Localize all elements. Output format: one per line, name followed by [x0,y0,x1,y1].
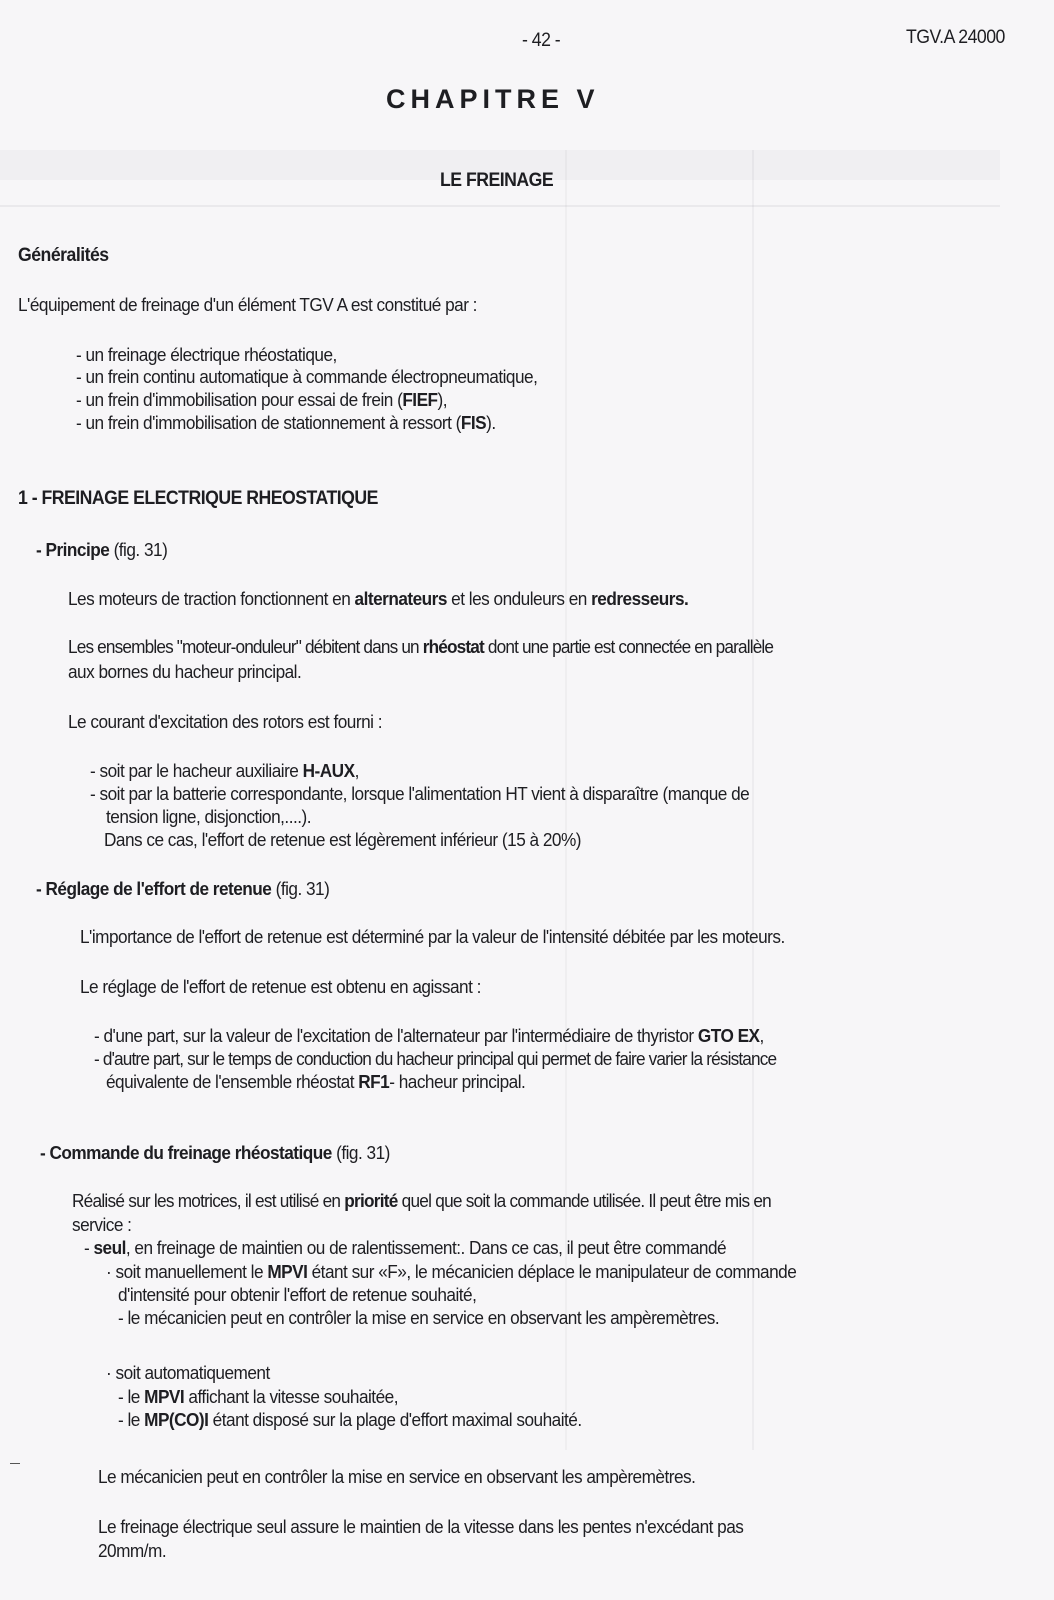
text: - [36,878,46,899]
heading-part1: 1 - FREINAGE ELECTRIQUE RHEOSTATIQUE [18,488,378,509]
list-item: - le mécanicien peut en contrôler la mise en service en observant les ampèremètres. [118,1307,720,1328]
bold-term: MPVI [144,1386,185,1407]
text: , [759,1025,764,1046]
text: équivalente de l'ensemble rhéostat [106,1071,359,1092]
list-item [90,760,359,782]
list-item [118,1409,582,1431]
chapter-title: CHAPITRE V [386,84,600,114]
text: et les onduleurs en [446,588,592,609]
page-number: - 42 - [522,30,561,51]
text: , en freinage de maintien ou de ralentissement:. Dans ce cas, il peut être commandé [125,1237,727,1258]
bold-term: redresseurs. [591,588,689,609]
subheading-principe [36,539,167,561]
text: - un frein d'immobilisation pour essai de frein ( [76,389,403,410]
text: · soit manuellement le [106,1261,268,1282]
bold-term: priorité [344,1190,398,1211]
bold-term: H-AUX [302,760,355,781]
list-item-continuation: d'intensité pour obtenir l'effort de retenue souhaité, [118,1284,477,1305]
text: Les ensembles "moteur-onduleur" débitent dans un [68,636,423,657]
text: dont une partie est connectée en parallèle [483,636,774,657]
document-id: TGV.A 24000 [906,27,1005,48]
list-item: · soit automatiquement [106,1362,270,1383]
text: Les moteurs de traction fonctionnent en [68,588,355,609]
text: - un frein d'immobilisation de stationnement à ressort ( [76,412,461,433]
bold-term: alternateurs [354,588,447,609]
paragraph: Le mécanicien peut en contrôler la mise en service en observant les ampèremètres. [98,1466,696,1487]
list-item [76,366,537,388]
text: étant sur «F», le mécanicien déplace le manipulateur de commande [307,1261,797,1282]
list-item-continuation: tension ligne, disjonction,....). [106,806,312,827]
text: - d'une part, sur la valeur de l'excitation de l'alternateur par l'intermédiaire de thyristor [94,1025,698,1046]
text: ). [486,412,496,433]
list-item: - d'autre part, sur le temps de conduction du hacheur principal qui permet de faire varier la résistance [94,1048,777,1069]
section-title: LE FREINAGE [440,170,554,191]
subheading-commande [40,1142,390,1164]
paragraph-continuation: 20mm/m. [98,1540,167,1561]
text: - [84,1237,94,1258]
text: étant disposé sur la plage d'effort maximal souhaité. [208,1409,582,1430]
paragraph [68,636,773,658]
text: - soit par le hacheur auxiliaire [90,760,303,781]
text: Réalisé sur les motrices, il est utilisé en [72,1190,345,1211]
text: affichant la vitesse souhaitée, [184,1386,398,1407]
text: - le [118,1409,145,1430]
text: - le [118,1386,145,1407]
list-item [106,1261,796,1283]
paragraph: L'importance de l'effort de retenue est déterminé par la valeur de l'intensité débitée par les moteurs. [80,926,785,947]
bold-term: rhéostat [422,636,484,657]
text: - [36,539,46,560]
text: ), [437,389,448,410]
list-item [76,412,496,434]
text: quel que soit la commande utilisée. Il peut être mis en [397,1190,772,1211]
list-item [94,1025,764,1047]
list-item: - soit par la batterie correspondante, lorsque l'alimentation HT vient à disparaître (manque de [90,783,750,804]
text: - un frein continu automatique à commande électropneumatique, [76,366,538,387]
text: (fig. 31) [331,1142,390,1163]
paragraph: L'équipement de freinage d'un élément TGV A est constitué par : [18,294,477,315]
text: - hacheur principal. [389,1071,526,1092]
paragraph: Le courant d'excitation des rotors est fourni : [68,711,382,732]
paragraph [68,588,688,610]
scan-mark [10,1463,20,1464]
bold-term: MPVI [267,1261,308,1282]
list-item [76,344,337,366]
bold-term: seul [93,1237,126,1258]
bold-term: FIEF [402,389,438,410]
bold-term: RF1 [358,1071,390,1092]
bold-term: FIS [460,412,487,433]
list-item [118,1386,398,1408]
text: (fig. 31) [109,539,168,560]
bold-term: MP(CO)I [144,1409,209,1430]
paragraph: Le freinage électrique seul assure le maintien de la vitesse dans les pentes n'excédant pas [98,1516,744,1537]
paragraph-continuation: aux bornes du hacheur principal. [68,661,302,682]
list-item-continuation: Dans ce cas, l'effort de retenue est légèrement inférieur (15 à 20%) [104,829,581,850]
list-item [84,1237,726,1259]
bold-term: Commande du freinage rhéostatique [49,1142,332,1163]
heading-generalites: Généralités [18,245,109,266]
text: - un freinage électrique rhéostatique, [76,344,337,365]
bold-term: GTO EX [697,1025,760,1046]
list-item [76,389,447,411]
paragraph [72,1190,771,1212]
paragraph-continuation: service : [72,1214,132,1235]
bold-term: Réglage de l'effort de retenue [45,878,272,899]
bleed-through-shadow [752,150,754,1450]
subheading-reglage [36,878,329,900]
paragraph: Le réglage de l'effort de retenue est obtenu en agissant : [80,976,481,997]
text: , [354,760,359,781]
bold-term: Principe [45,539,110,560]
bleed-through-shadow [0,205,1000,207]
list-item-continuation [106,1071,525,1093]
text: - [40,1142,50,1163]
text: (fig. 31) [271,878,330,899]
